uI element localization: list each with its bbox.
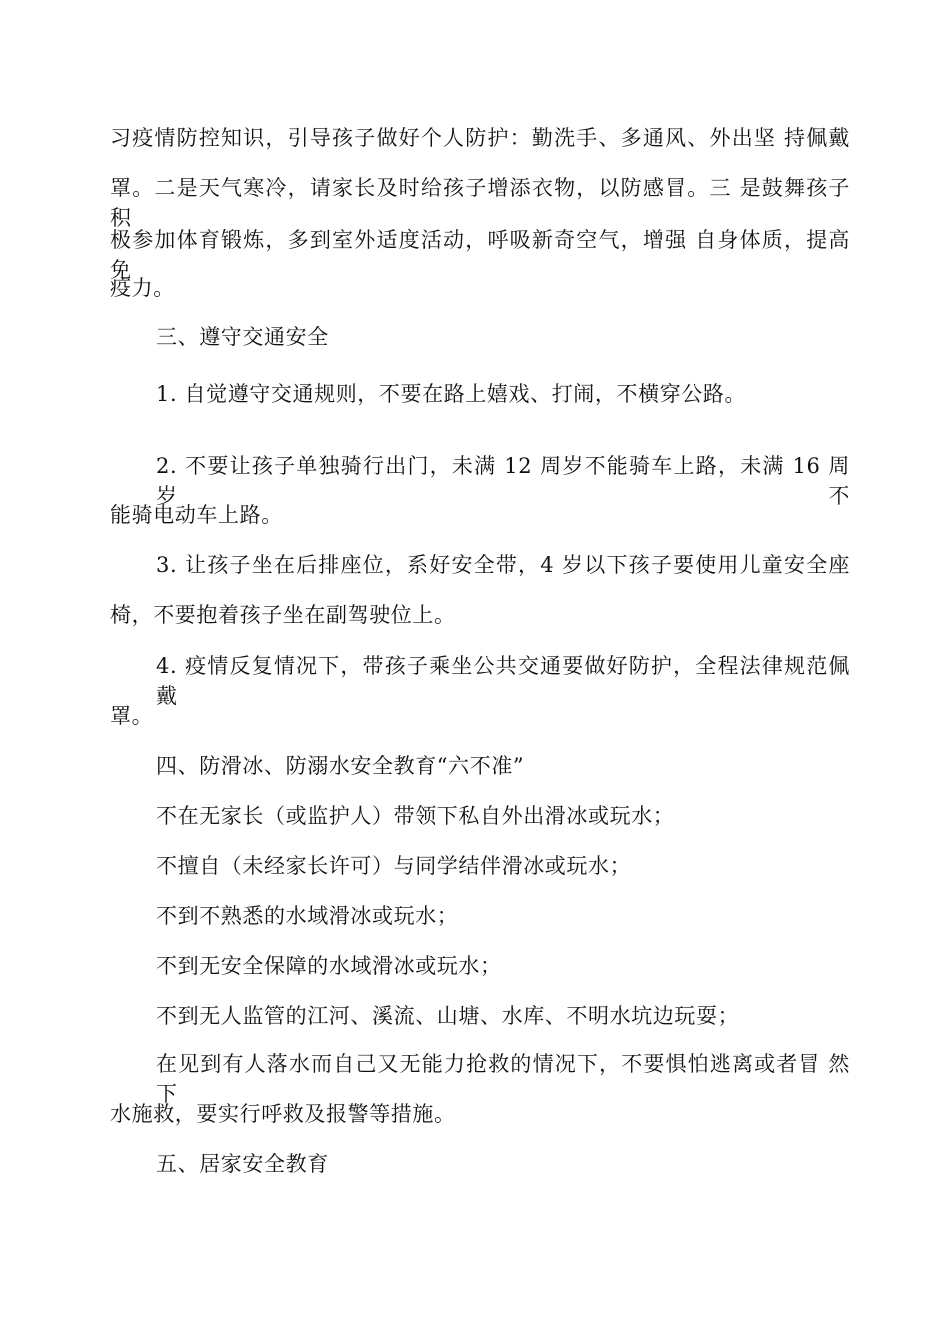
paragraph-line: 疫力。: [110, 276, 175, 300]
list-item: 不到无人监管的江河、溪流、山塘、水库、不明水坑边玩耍；: [156, 1004, 740, 1028]
paragraph-line: 罩。二是天气寒冷，请家长及时给孩子增添衣物，以防感冒。三 是鼓舞孩子积: [110, 176, 850, 230]
document-page: [110, 0, 850, 1344]
section-heading: 四、防滑冰、防溺水安全教育“六不准”: [156, 754, 525, 778]
list-item: 1. 自觉遵守交通规则，不要在路上嬉戏、打闹，不横穿公路。: [156, 382, 747, 406]
paragraph-line: 极参加体育锻炼，多到室外适度活动，呼吸新奇空气，增强 自身体质，提高免: [110, 228, 850, 282]
list-item: 不到不熟悉的水域滑冰或玩水；: [156, 904, 459, 928]
paragraph-line: 习疫情防控知识，引导孩子做好个人防护：勤洗手、多通风、外出坚 持佩戴: [110, 126, 850, 150]
list-item: 不擅自（未经家长许可）与同学结伴滑冰或玩水；: [156, 854, 632, 878]
list-item: 在见到有人落水而自己又无能力抢救的情况下，不要惧怕逃离或者冒 然下: [156, 1052, 850, 1106]
paragraph-line: 水施救，要实行呼救及报警等措施。: [110, 1102, 456, 1126]
list-item: 不在无家长（或监护人）带领下私自外出滑冰或玩水；: [156, 804, 675, 828]
section-heading: 三、遵守交通安全: [156, 325, 329, 349]
list-item: 3. 让孩子坐在后排座位，系好安全带，4 岁以下孩子要使用儿童安全座: [156, 553, 850, 577]
list-item: 2. 不要让孩子单独骑行出门，未满 12 周岁不能骑车上路，未满 16 周岁 不: [156, 454, 850, 508]
list-item: 不到无安全保障的水域滑冰或玩水；: [156, 954, 502, 978]
paragraph-line: 能骑电动车上路。: [110, 503, 283, 527]
paragraph-line: 罩。: [110, 704, 154, 728]
section-heading: 五、居家安全教育: [156, 1152, 329, 1176]
list-item: 4. 疫情反复情况下，带孩子乘坐公共交通要做好防护，全程法律规范佩戴: [156, 654, 850, 708]
paragraph-line: 椅，不要抱着孩子坐在副驾驶位上。: [110, 603, 456, 627]
